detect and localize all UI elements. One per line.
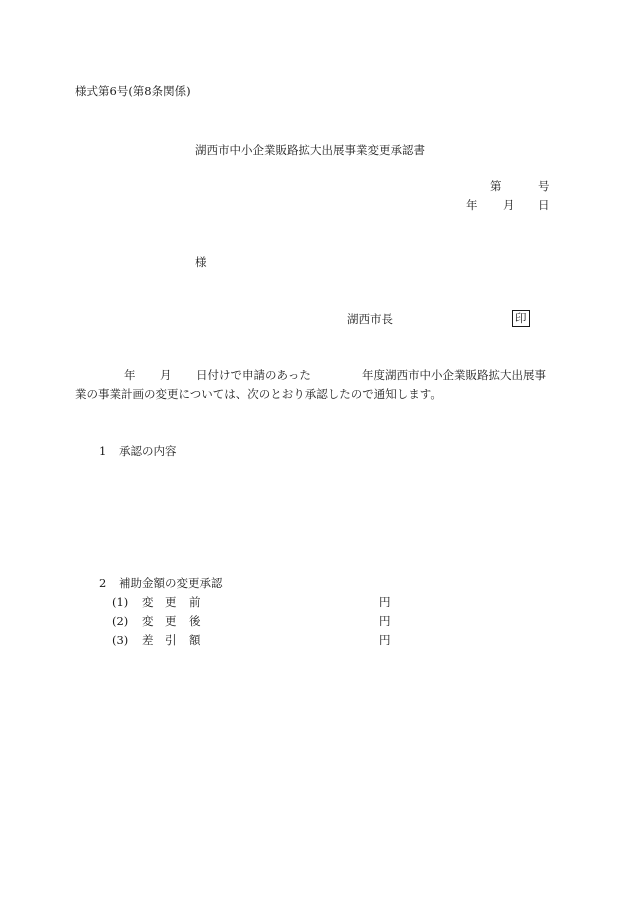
body-line1-tail: 年度湖西市中小企業販路拡大出展事 [362, 368, 546, 382]
row-char3: 額 [189, 633, 201, 647]
row-char3: 前 [189, 595, 201, 609]
row-char3: 後 [189, 614, 201, 628]
number-go: 号 [538, 179, 550, 193]
body-line2: 業の事業計画の変更については、次のとおり承認したので通知します。 [75, 387, 442, 401]
form-number: 様式第6号(第8条関係) [75, 84, 191, 98]
section2-number: 2 [99, 576, 107, 590]
document-title: 湖西市中小企業販路拡大出展事業変更承認書 [195, 143, 425, 157]
row-number: (1) [112, 595, 129, 609]
date-day: 日 [538, 198, 550, 212]
addressee-suffix: 様 [195, 255, 207, 269]
seal-mark [512, 310, 530, 327]
section1-number: 1 [99, 444, 107, 458]
row-unit: 円 [379, 595, 391, 609]
date-year: 年 [466, 198, 478, 212]
issuer-name: 湖西市長 [347, 312, 393, 326]
section2-title: 補助金額の変更承認 [119, 576, 223, 590]
body-date-text: 日付けで申請のあった [196, 368, 311, 382]
row-char2: 引 [165, 633, 177, 647]
body-year: 年 [124, 368, 136, 382]
row-unit: 円 [379, 633, 391, 647]
row-char1: 変 [142, 595, 154, 609]
date-month: 月 [503, 198, 515, 212]
row-number: (2) [112, 614, 129, 628]
row-char2: 更 [165, 595, 177, 609]
section1-title: 承認の内容 [119, 444, 177, 458]
seal-text: 印 [512, 310, 530, 327]
row-unit: 円 [379, 614, 391, 628]
number-dai: 第 [490, 179, 502, 193]
row-char2: 更 [165, 614, 177, 628]
body-month: 月 [160, 368, 172, 382]
row-char1: 変 [142, 614, 154, 628]
row-number: (3) [112, 633, 129, 647]
row-char1: 差 [142, 633, 154, 647]
